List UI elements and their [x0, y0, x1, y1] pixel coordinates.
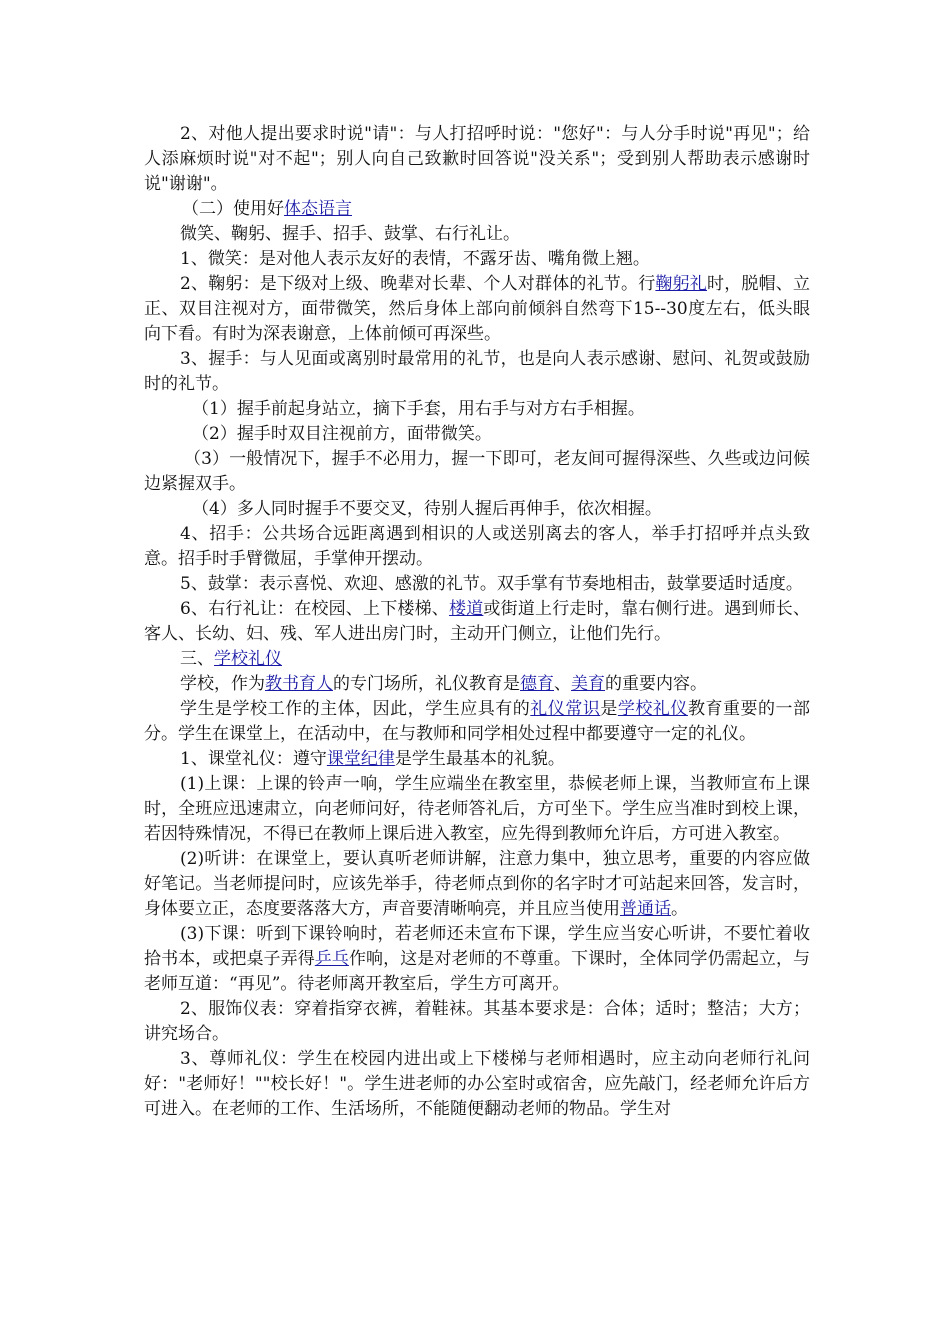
- text-run: 学生是学校工作的主体，因此，学生应具有的: [180, 699, 531, 719]
- text-run: 4、招手：公共场合远距离遇到相识的人或送别离去的客人，举手打招呼并点头致意。招手时手臂微屈，手掌伸开摆动。: [144, 524, 810, 569]
- paragraph: [144, 447, 810, 497]
- paragraph: [144, 772, 810, 847]
- text-run: 作响，这是对老师的不尊重。下课时，全体同学仍需起立，与老师互道：“再见”。待老师离开教室后，学生方可离开。: [144, 949, 811, 994]
- paragraph: [144, 247, 810, 272]
- text-run: 三、: [180, 649, 214, 669]
- paragraph: [144, 122, 810, 197]
- paragraph: [144, 672, 810, 697]
- text-run: （1）握手前起身站立，摘下手套，用右手与对方右手相握。: [192, 399, 645, 419]
- text-run: (1)上课：上课的铃声一响，学生应端坐在教室里，恭候老师上课，当教师宣布上课时，全班应迅速肃立，向老师问好，待老师答礼后，方可坐下。学生应当准时到校上课，若因特殊情况，不得已在教师上课后进入教室，应先得到教师允许后，方可进入教室。: [144, 774, 810, 844]
- text-run: 时，脱帽、立正、双目注视对方，面带微笑，然后身体上部向前倾斜自然弯下15--30度左右，低头眼向下看。有时为深表谢意，上体前倾可再深些。: [144, 274, 811, 344]
- text-run: (3)下课：听到下课铃响时，若老师还未宣布下课，学生应当安心听讲，不要忙着收拾书本，或把桌子弄得: [144, 924, 810, 969]
- hyperlink[interactable]: 学校礼仪: [214, 649, 282, 669]
- paragraph: [144, 522, 810, 572]
- paragraph: [144, 922, 810, 997]
- text-run: （4）多人同时握手不要交叉，待别人握后再伸手，依次相握。: [192, 499, 662, 519]
- paragraph: [144, 397, 810, 422]
- text-run: 2、服饰仪表：穿着指穿衣裤，着鞋袜。其基本要求是：合体；适时；整洁；大方；讲究场合。: [144, 999, 810, 1044]
- text-run: 。: [671, 899, 688, 919]
- text-run: 是学生最基本的礼貌。: [394, 749, 565, 769]
- text-run: 、: [554, 674, 571, 694]
- paragraph: [144, 197, 810, 222]
- paragraph: [144, 272, 810, 347]
- paragraph: [144, 347, 810, 397]
- hyperlink[interactable]: 普通话: [620, 899, 671, 919]
- hyperlink[interactable]: 课堂纪律: [326, 749, 395, 769]
- text-run: (2)听讲：在课堂上，要认真听老师讲解，注意力集中，独立思考，重要的内容应做好笔记。当老师提问时，应该先举手，待老师点到你的名字时才可站起来回答，发言时，身体要立正，态度要落落大方，声音要清晰响亮，并且应当使用: [144, 849, 810, 919]
- text-run: （3）一般情况下，握手不必用力，握一下即可，老友间可握得深些、久些或边问候边紧握双手。: [144, 449, 810, 494]
- text-run: 3、尊师礼仪：学生在校园内进出或上下楼梯与老师相遇时，应主动向老师行礼问好："老师好！""校长好！"。学生进老师的办公室时或宿舍，应先敲门，经老师允许后方可进入。在老师的工作、生活场所，不能随便翻动老师的物品。学生对: [144, 1049, 810, 1119]
- text-run: 或街道上行走时，靠右侧行进。遇到师长、客人、长幼、妇、残、军人进出房门时，主动开门侧立，让他们先行。: [144, 599, 811, 644]
- text-run: 微笑、鞠躬、握手、招手、鼓掌、右行礼让。: [180, 224, 520, 244]
- text-run: 1、课堂礼仪：遵守: [180, 749, 327, 769]
- paragraph: [144, 997, 810, 1047]
- text-run: 2、对他人提出要求时说"请"：与人打招呼时说："您好"：与人分手时说"再见"；给人添麻烦时说"对不起"；别人向自己致歉时回答说"没关系"；受到别人帮助表示感谢时说"谢谢"。: [144, 124, 810, 194]
- hyperlink[interactable]: 教书育人: [265, 674, 333, 694]
- text-run: 6、右行礼让：在校园、上下楼梯、: [180, 599, 450, 619]
- text-run: 2、鞠躬：是下级对上级、晚辈对长辈、个人对群体的礼节。行: [180, 274, 656, 294]
- hyperlink[interactable]: 美育: [571, 674, 605, 694]
- text-run: 教育重要的一部分。学生在课堂上，在活动中，在与教师和同学相处过程中都要遵守一定的礼仪。: [144, 699, 811, 744]
- paragraph: [144, 572, 810, 597]
- hyperlink[interactable]: 礼仪常识: [530, 699, 601, 719]
- paragraph: [144, 647, 810, 672]
- paragraph: [144, 1047, 810, 1122]
- text-run: 3、握手：与人见面或离别时最常用的礼节，也是向人表示感谢、慰问、礼贺或鼓励时的礼节。: [144, 349, 810, 394]
- text-run: 是: [600, 699, 618, 719]
- hyperlink[interactable]: 乒乓: [314, 949, 349, 969]
- paragraph: [144, 597, 810, 647]
- paragraph: [144, 847, 810, 922]
- text-run: （二）使用好: [182, 199, 284, 219]
- hyperlink[interactable]: 体态语言: [284, 199, 352, 219]
- paragraph: [144, 747, 810, 772]
- paragraph: [144, 222, 810, 247]
- hyperlink[interactable]: 楼道: [449, 599, 484, 619]
- text-run: 的专门场所，礼仪教育是: [333, 674, 520, 694]
- text-run: 5、鼓掌：表示喜悦、欢迎、感激的礼节。双手掌有节奏地相击，鼓掌要适时适度。: [180, 574, 803, 594]
- hyperlink[interactable]: 学校礼仪: [617, 699, 688, 719]
- paragraph: [144, 497, 810, 522]
- hyperlink[interactable]: 鞠躬礼: [655, 274, 708, 294]
- text-run: 的重要内容。: [605, 674, 707, 694]
- text-run: 学校，作为: [180, 674, 265, 694]
- paragraph: [144, 697, 810, 747]
- text-run: 1、微笑：是对他人表示友好的表情，不露牙齿、嘴角微上翘。: [180, 249, 650, 269]
- hyperlink[interactable]: 德育: [520, 674, 554, 694]
- paragraph: [144, 422, 810, 447]
- text-run: （2）握手时双目注视前方，面带微笑。: [192, 424, 492, 444]
